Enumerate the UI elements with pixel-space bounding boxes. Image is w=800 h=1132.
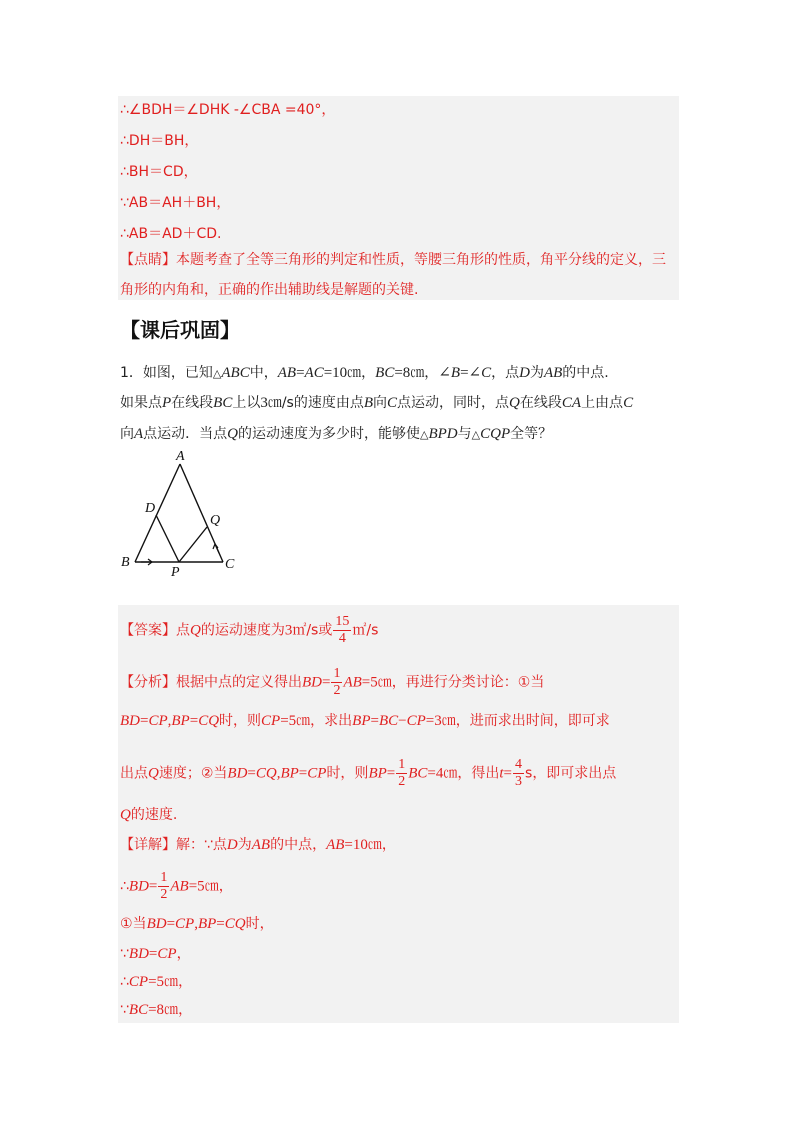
segment-ab	[135, 464, 180, 562]
segment-dp	[156, 515, 179, 562]
analysis-line-1: 【分析】根据中点的定义得出BD= $\frac{1}{2}$ AB=5㎝，再进行分类讨论：①当	[120, 666, 545, 698]
comment-line-2: 角形的内角和，正确的作出辅助线是解题的关键.	[120, 282, 419, 298]
question-line-2: 如果点P在线段BC上以3㎝/s的速度由点B向C点运动，同时，点Q在线段CA上由点C	[120, 395, 634, 411]
detail-line-2: ∴BD= $\frac{1}{2}$ AB=5㎝，	[120, 870, 233, 902]
arrow-c-to-a-icon	[213, 544, 219, 553]
label-d: D	[145, 501, 156, 516]
detail-line-6: ∵BC=8㎝，	[120, 1002, 193, 1018]
comment-tag: 【点睛】	[120, 252, 176, 268]
label-p: P	[171, 565, 180, 578]
section-heading: 【课后巩固】	[120, 318, 240, 342]
analysis-line-2: BD=CP,BP=CQ时，则CP=5㎝，求出BP=BC−CP=3㎝，进而求出时间，即可求	[120, 713, 610, 729]
analysis-fraction-3: $\frac{4}{3}$	[515, 757, 523, 789]
detail-fraction: $\frac{1}{2}$	[160, 870, 168, 902]
detail-line-4: ∵BD=CP，	[120, 946, 191, 962]
proof-line-5: ∴AB＝AD＋CD.	[120, 226, 222, 242]
proof-line-1: ∴∠BDH＝∠DHK -∠CBA =40°，	[120, 102, 336, 118]
answer-line: 【答案】点Q的运动速度为3㎡/s或 $\frac{15}{4}$ ㎡/s	[120, 614, 379, 646]
analysis-line-4: Q的速度.	[120, 807, 178, 823]
triangle-figure	[115, 448, 245, 578]
label-b: B	[121, 555, 130, 570]
arrow-b-to-c-icon	[141, 559, 152, 565]
proof-line-4: ∵AB＝AH＋BH，	[120, 195, 231, 211]
analysis-line-3: 出点Q速度；②当BD=CQ,BP=CP时，则BP= $\frac{1}{2}$ BC=4㎝，得出t= $\frac{4}{3}$ s，即可求出点	[120, 757, 617, 789]
proof-line-3: ∴BH＝CD，	[120, 164, 198, 180]
question-line-1: 1．如图，已知△ABC中，AB=AC=10㎝，BC=8㎝，∠B=∠C，点D为AB的中点.	[120, 365, 609, 381]
proof-line-2: ∴DH＝BH，	[120, 133, 199, 149]
detail-line-3: ①当BD=CP,BP=CQ时，	[120, 916, 274, 932]
comment-line-1	[120, 250, 666, 270]
label-q: Q	[210, 513, 221, 528]
label-a: A	[176, 449, 185, 464]
comment-text-1: 本题考查了全等三角形的判定和性质，等腰三角形的性质，角平分线的定义，三	[176, 252, 666, 268]
label-c: C	[225, 557, 235, 572]
question-line-3: 向A点运动．当点Q的运动速度为多少时，能够使△BPD与△CQP全等？	[120, 426, 553, 442]
detail-line-1: 【详解】解：∵点D为AB的中点，AB=10㎝，	[120, 837, 396, 853]
detail-line-5: ∴CP=5㎝，	[120, 974, 193, 990]
analysis-fraction-1: $\frac{1}{2}$	[333, 666, 341, 698]
analysis-fraction-2: $\frac{1}{2}$	[398, 757, 406, 789]
answer-fraction: $\frac{15}{4}$	[335, 614, 350, 646]
segment-pq	[179, 527, 207, 562]
